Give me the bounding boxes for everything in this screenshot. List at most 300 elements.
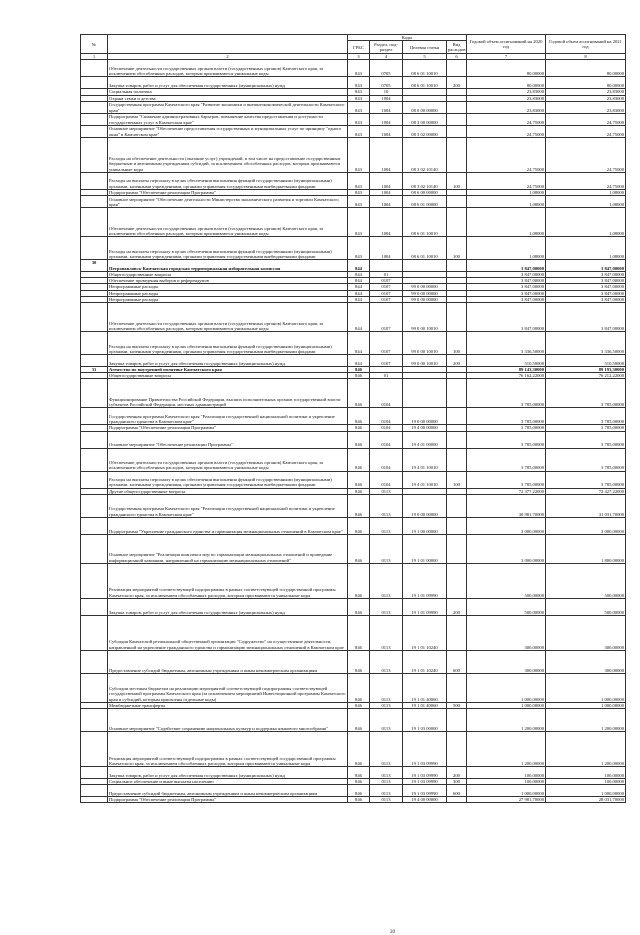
row-expense-type <box>447 208 467 237</box>
row-expense-type: 600 <box>447 785 467 797</box>
row-amount-2020: 3 000,00000 <box>467 517 546 534</box>
row-amount-2020: 76 162,22000 <box>467 373 546 379</box>
row-number <box>81 615 108 650</box>
row-target-article: 08 6 00 00000 <box>403 189 447 195</box>
row-section: 1004 <box>370 172 403 189</box>
row-grbs: 846 <box>348 488 370 494</box>
row-amount-2021: 3 847,00000 <box>546 303 626 332</box>
row-name: Расходы на выплаты персоналу в целях обеспечения выполнения функций государственными (муниципальными) органами, казенными учреждениями, органами управления государственными внебюджетными фондами <box>108 172 348 189</box>
column-index: 5 <box>403 54 447 60</box>
row-amount-2020: 23,83000 <box>467 89 546 95</box>
row-number <box>81 598 108 615</box>
row-expense-type <box>447 797 467 803</box>
row-number <box>81 534 108 563</box>
column-index: 2 <box>108 54 348 60</box>
row-number <box>81 137 108 172</box>
row-number <box>81 208 108 237</box>
row-target-article: 08 3 02 00000 <box>403 125 447 137</box>
table-body <box>81 60 626 803</box>
row-expense-type: 100 <box>447 237 467 260</box>
row-target-article: 99 0 00 10010 <box>403 303 447 332</box>
row-amount-2021: 510,50000 <box>546 355 626 367</box>
row-amount-2021: 72 427,22000 <box>546 488 626 494</box>
row-section: 0104 <box>370 379 403 408</box>
row-number <box>81 408 108 425</box>
row-target-article: 19 1 01 09990 <box>403 563 447 598</box>
table-row <box>81 137 626 172</box>
row-grbs: 846 <box>348 732 370 767</box>
table-row <box>81 260 626 272</box>
row-number <box>81 237 108 260</box>
table-row <box>81 673 626 702</box>
row-number <box>81 797 108 803</box>
row-number: 30 <box>81 260 108 272</box>
document-page <box>80 34 625 935</box>
row-name: Общегосударственные вопросы <box>108 272 348 278</box>
row-number <box>81 650 108 673</box>
row-amount-2021: 1 000,00000 <box>546 702 626 708</box>
row-name: Основное мероприятие "Содействие сохранению национальных культур и поддержка языкового многообразия" <box>108 709 348 732</box>
row-amount-2020: 3 785,00000 <box>467 379 546 408</box>
row-expense-type <box>447 431 467 448</box>
row-amount-2021: 3 785,00000 <box>546 425 626 431</box>
row-amount-2020: 1 000,00000 <box>467 673 546 702</box>
row-amount-2020: 80,00000 <box>467 60 546 77</box>
row-name: Охрана семьи и детства <box>108 95 348 101</box>
row-section: 0107 <box>370 303 403 332</box>
row-section: 0113 <box>370 673 403 702</box>
row-section: 0104 <box>370 425 403 431</box>
row-amount-2020: 23,83000 <box>467 101 546 113</box>
header-section: Раздел, под-раздел <box>370 41 403 54</box>
row-grbs: 846 <box>348 367 370 373</box>
column-index: 1 <box>81 54 108 60</box>
row-expense-type <box>447 125 467 137</box>
row-name: Непрограммные расходы <box>108 296 348 302</box>
row-expense-type: 200 <box>447 598 467 615</box>
row-name: Государственная программа Камчатского края "Развитие экономики и внешнеэкономической деятельности Камчатского края" <box>108 101 348 113</box>
row-expense-type <box>447 303 467 332</box>
table-row <box>81 303 626 332</box>
row-expense-type <box>447 137 467 172</box>
row-section <box>370 260 403 272</box>
row-amount-2020: 3 785,00000 <box>467 448 546 471</box>
row-grbs: 846 <box>348 598 370 615</box>
row-grbs: 844 <box>348 278 370 284</box>
row-number <box>81 101 108 113</box>
row-amount-2020: 1 200,00000 <box>467 732 546 767</box>
row-section: 0113 <box>370 767 403 779</box>
row-section: 1004 <box>370 137 403 172</box>
row-name: Реализация мероприятий соответствующей подпрограммы в рамках соответствующей государственной программы Камчатского края, за исключением обособленных расходов, которым присваиваются уникальные коды <box>108 732 348 767</box>
table-row <box>81 77 626 89</box>
row-target-article: 19 1 01 10240 <box>403 650 447 673</box>
row-grbs: 844 <box>348 272 370 278</box>
row-section: 0113 <box>370 615 403 650</box>
row-grbs: 846 <box>348 673 370 702</box>
row-section: 0107 <box>370 296 403 302</box>
row-amount-2020: 500,00000 <box>467 598 546 615</box>
row-amount-2020: 1 200,00000 <box>467 709 546 732</box>
row-amount-2020: 3 847,00000 <box>467 303 546 332</box>
table-row <box>81 732 626 767</box>
row-amount-2021: 31 031,70000 <box>546 494 626 517</box>
row-grbs: 846 <box>348 563 370 598</box>
table-row <box>81 237 626 260</box>
row-name: Обеспечение проведения выборов и референдумов <box>108 278 348 284</box>
row-target-article: 19 4 01 10010 <box>403 448 447 471</box>
row-target-article: 19 1 03 09990 <box>403 732 447 767</box>
row-name: Реализация мероприятий соответствующей подпрограммы в рамках соответствующей государственной программы Камчатского края, за исключением обособленных расходов, которым присваиваются уникальные коды <box>108 563 348 598</box>
row-amount-2020: 3 847,00000 <box>467 290 546 296</box>
row-number <box>81 767 108 779</box>
row-expense-type: 600 <box>447 650 467 673</box>
row-expense-type <box>447 448 467 471</box>
row-amount-2021: 500,00000 <box>546 563 626 598</box>
row-grbs: 843 <box>348 172 370 189</box>
row-grbs: 843 <box>348 196 370 208</box>
row-section: 0104 <box>370 431 403 448</box>
table-row <box>81 172 626 189</box>
row-amount-2020: 3 336,50000 <box>467 332 546 355</box>
row-number <box>81 785 108 797</box>
table-row <box>81 208 626 237</box>
row-target-article: 19 1 03 00000 <box>403 709 447 732</box>
row-number <box>81 125 108 137</box>
row-amount-2020: 1 000,00000 <box>467 785 546 797</box>
row-grbs: 846 <box>348 408 370 425</box>
row-name: Подпрограмма "Обеспечение реализации Программы" <box>108 797 348 803</box>
row-amount-2020: 24,75000 <box>467 125 546 137</box>
table-row <box>81 448 626 471</box>
row-expense-type: 200 <box>447 355 467 367</box>
row-amount-2021: 24,75000 <box>546 172 626 189</box>
row-grbs: 843 <box>348 237 370 260</box>
row-grbs: 846 <box>348 517 370 534</box>
column-index: 4 <box>370 54 403 60</box>
row-amount-2021: 23,83000 <box>546 89 626 95</box>
row-amount-2021: 80,00000 <box>546 60 626 77</box>
row-section: 0705 <box>370 77 403 89</box>
row-amount-2021: 100,00000 <box>546 767 626 779</box>
row-number <box>81 673 108 702</box>
row-expense-type <box>447 101 467 113</box>
table-row <box>81 125 626 137</box>
row-amount-2021: 1,08000 <box>546 208 626 237</box>
row-number <box>81 732 108 767</box>
row-expense-type: 200 <box>447 77 467 89</box>
row-target-article: 99 0 00 00000 <box>403 290 447 296</box>
row-amount-2020: 100,00000 <box>467 767 546 779</box>
row-target-article <box>403 260 447 272</box>
row-target-article: 19 1 03 09990 <box>403 779 447 785</box>
row-number <box>81 60 108 77</box>
row-name: Основное мероприятие "Реализация комплекса мер по гармонизации межнациональных отношений и проведение информационной кампании, направленной на гармонизацию межнациональных отношений" <box>108 534 348 563</box>
row-amount-2021: 24,75000 <box>546 125 626 137</box>
table-row <box>81 785 626 797</box>
table-row <box>81 797 626 803</box>
row-section: 1004 <box>370 237 403 260</box>
row-number <box>81 379 108 408</box>
row-number <box>81 494 108 517</box>
row-amount-2020: 3 785,00000 <box>467 471 546 488</box>
row-grbs: 846 <box>348 379 370 408</box>
row-target-article: 19 4 01 10010 <box>403 471 447 488</box>
row-amount-2021: 23,83000 <box>546 101 626 113</box>
row-target-article: 19 1 01 00000 <box>403 534 447 563</box>
row-section: 0113 <box>370 517 403 534</box>
header-vr: Вид расходов <box>448 42 466 53</box>
header-sum-2020: Годовой объем ассигнований на 2020 год <box>467 35 546 54</box>
row-amount-2020: 3 847,00000 <box>467 278 546 284</box>
row-number: 31 <box>81 367 108 373</box>
row-number <box>81 563 108 598</box>
row-name: Субсидии местным бюджетам на реализацию мероприятий соответствующей подпрограммы соответствующей государственной программы Камчатского края (за исключением мероприятий Инвестиционной программы Камчатского края и субсидий, которым присвоены отдельные коды) <box>108 673 348 702</box>
row-amount-2020: 24,75000 <box>467 172 546 189</box>
row-name: Расходы на выплаты персоналу в целях обеспечения выполнения функций государственными (муниципальными) органами, казенными учреждениями, органами управления государственными внебюджетными фондами <box>108 332 348 355</box>
row-expense-type: 100 <box>447 471 467 488</box>
row-name: Петропавловск-Камчатская городская территориальная избирательная комиссия <box>108 260 348 272</box>
row-section: 01 <box>370 272 403 278</box>
row-amount-2020: 27 981,70000 <box>467 797 546 803</box>
page-number: 20 <box>390 930 395 935</box>
table-row <box>81 431 626 448</box>
row-name: Расходы на выплаты персоналу в целях обеспечения выполнения функций государственными (муниципальными) органами, казенными учреждениями, органами управления государственными внебюджетными фондами <box>108 471 348 488</box>
table-row <box>81 60 626 77</box>
row-section: 0113 <box>370 797 403 803</box>
row-section: 0113 <box>370 779 403 785</box>
row-amount-2020: 3 847,00000 <box>467 284 546 290</box>
table-row <box>81 355 626 367</box>
row-amount-2021: 3 785,00000 <box>546 471 626 488</box>
row-target-article: 19 1 01 40060 <box>403 702 447 708</box>
row-amount-2020: 3 847,00000 <box>467 260 546 272</box>
row-amount-2020: 24,75000 <box>467 113 546 125</box>
row-amount-2020: 72 377,22000 <box>467 488 546 494</box>
row-name: Обеспечение деятельности государственных органов власти (государственных органов) Камчатского края, за исключением обособленных расходов, которым присваиваются уникальные коды <box>108 448 348 471</box>
row-target-article: 08 6 01 10010 <box>403 237 447 260</box>
row-expense-type: 100 <box>447 332 467 355</box>
row-target-article: 19 1 00 00000 <box>403 517 447 534</box>
table-row <box>81 113 626 125</box>
row-name: Расходы на выплаты персоналу в целях обеспечения выполнения функций государственными (муниципальными) органами, казенными учреждениями, органами управления государственными внебюджетными фондами <box>108 237 348 260</box>
row-amount-2021: 500,00000 <box>546 598 626 615</box>
row-section: 0104 <box>370 448 403 471</box>
row-name: Функционирование Правительства Российской Федерации, высших исполнительных органов государственной власти субъектов Российской Федерации, местных администраций <box>108 379 348 408</box>
row-grbs: 843 <box>348 89 370 95</box>
row-grbs: 846 <box>348 779 370 785</box>
row-section: 1004 <box>370 101 403 113</box>
table-header <box>81 35 626 60</box>
row-grbs: 843 <box>348 101 370 113</box>
row-amount-2021: 3 847,00000 <box>546 284 626 290</box>
row-amount-2021: 1,08000 <box>546 237 626 260</box>
row-section: 0113 <box>370 709 403 732</box>
row-target-article: 19 1 03 09990 <box>403 785 447 797</box>
row-target-article: 08 6 01 10010 <box>403 60 447 77</box>
row-grbs: 846 <box>348 797 370 803</box>
row-grbs: 843 <box>348 208 370 237</box>
row-expense-type <box>447 494 467 517</box>
row-expense-type <box>447 60 467 77</box>
row-name: Основное мероприятие "Обеспечение реализации Программы" <box>108 431 348 448</box>
row-grbs: 846 <box>348 615 370 650</box>
row-amount-2021: 1 200,00000 <box>546 732 626 767</box>
row-target-article: 08 6 01 00000 <box>403 196 447 208</box>
row-name: Закупка товаров, работ и услуг для обеспечения государственных (муниципальных) нужд <box>108 77 348 89</box>
row-target-article: 19 0 00 00000 <box>403 408 447 425</box>
row-section: 0107 <box>370 355 403 367</box>
table-row <box>81 101 626 113</box>
row-amount-2021: 1 000,00000 <box>546 673 626 702</box>
row-target-article: 19 1 01 10240 <box>403 615 447 650</box>
row-section: 0107 <box>370 290 403 296</box>
row-amount-2020: 1,08000 <box>467 208 546 237</box>
header-name <box>108 35 348 54</box>
row-grbs: 843 <box>348 189 370 195</box>
row-amount-2020: 1 000,00000 <box>467 702 546 708</box>
row-grbs: 844 <box>348 355 370 367</box>
row-expense-type <box>447 673 467 702</box>
row-amount-2021: 3 847,00000 <box>546 290 626 296</box>
row-name: Подпрограмма "Укрепление гражданского единства и гармонизация межнациональных отношений в Камчатском крае" <box>108 517 348 534</box>
row-expense-type <box>447 563 467 598</box>
row-section: 1004 <box>370 95 403 101</box>
row-amount-2020: 3 000,00000 <box>467 534 546 563</box>
row-grbs: 846 <box>348 702 370 708</box>
header-codes: Коды <box>348 35 467 41</box>
row-name: Подпрограмма "Обеспечение реализации Программы" <box>108 425 348 431</box>
row-section: 0113 <box>370 598 403 615</box>
row-grbs: 846 <box>348 650 370 673</box>
table-row <box>81 408 626 425</box>
row-grbs: 846 <box>348 534 370 563</box>
row-expense-type <box>447 709 467 732</box>
row-amount-2021: 100,00000 <box>546 779 626 785</box>
row-expense-type: 200 <box>447 767 467 779</box>
row-target-article: 08 6 01 10010 <box>403 77 447 89</box>
row-target-article: 19 1 01 09990 <box>403 598 447 615</box>
table-row <box>81 379 626 408</box>
row-amount-2020: 300,00000 <box>467 615 546 650</box>
row-amount-2021: 300,00000 <box>546 650 626 673</box>
row-grbs: 846 <box>348 767 370 779</box>
row-amount-2021: 76 212,22000 <box>546 373 626 379</box>
table-row <box>81 767 626 779</box>
row-name: Обеспечение деятельности государственных органов власти (государственных органов) Камчатского края, за исключением обособленных расходов, которым присваиваются уникальные коды <box>108 303 348 332</box>
row-name: Расходы на обеспечение деятельности (оказание услуг) учреждений, в том числе на предоставление государственным бюджетным и автономным учреждениям субсидий, за исключением обособленных расходов, которым присваиваются уникальные коды <box>108 137 348 172</box>
row-name: Общегосударственные вопросы <box>108 373 348 379</box>
row-target-article: 08 3 02 10140 <box>403 137 447 172</box>
row-name: Государственная программа Камчатского края "Реализация государственной национальной политики и укрепление гражданского единства в Камчатском крае" <box>108 408 348 425</box>
row-amount-2020: 100,00000 <box>467 779 546 785</box>
row-expense-type: 100 <box>447 172 467 189</box>
row-grbs: 844 <box>348 290 370 296</box>
row-name: Агентство по внутренней политике Камчатского края <box>108 367 348 373</box>
row-amount-2021: 3 847,00000 <box>546 278 626 284</box>
row-section: 1004 <box>370 208 403 237</box>
row-expense-type <box>447 732 467 767</box>
row-name: Закупка товаров, работ и услуг для обеспечения государственных (муниципальных) нужд <box>108 355 348 367</box>
row-amount-2021: 23,83000 <box>546 95 626 101</box>
row-section: 0113 <box>370 732 403 767</box>
row-grbs: 843 <box>348 77 370 89</box>
row-target-article: 19 0 00 00000 <box>403 494 447 517</box>
row-name: Социальное обеспечение и иные выплаты населению <box>108 779 348 785</box>
row-section: 1004 <box>370 113 403 125</box>
row-amount-2021: 3 785,00000 <box>546 448 626 471</box>
row-amount-2021: 1 800,00000 <box>546 534 626 563</box>
table-row <box>81 332 626 355</box>
row-grbs: 843 <box>348 95 370 101</box>
row-expense-type <box>447 408 467 425</box>
row-amount-2020: 3 847,00000 <box>467 296 546 302</box>
row-amount-2020: 510,50000 <box>467 355 546 367</box>
row-grbs: 844 <box>348 284 370 290</box>
row-name: Непрограммные расходы <box>108 290 348 296</box>
row-number <box>81 303 108 332</box>
row-grbs: 846 <box>348 709 370 732</box>
row-target-article: 08 3 02 10140 <box>403 172 447 189</box>
column-index: 3 <box>348 54 370 60</box>
row-amount-2021: 3 785,00000 <box>546 431 626 448</box>
row-grbs: 846 <box>348 431 370 448</box>
row-number <box>81 448 108 471</box>
row-target-article: 99 0 00 10010 <box>403 355 447 367</box>
table-row <box>81 615 626 650</box>
row-name: Обеспечение деятельности государственных органов власти (государственных органов) Камчатского края, за исключением обособленных расходов, которым присваиваются уникальные коды <box>108 60 348 77</box>
row-grbs: 844 <box>348 332 370 355</box>
row-section: 0113 <box>370 563 403 598</box>
row-target-article: 08 6 01 10010 <box>403 208 447 237</box>
row-name: Субсидия Камчатской региональной общественной организации "Содружество" на осуществление деятельности, направленной на укрепление гражданского единства и гармонизацию межнациональных отношений в Камчатском крае <box>108 615 348 650</box>
row-section: 1004 <box>370 196 403 208</box>
row-amount-2020: 500,00000 <box>467 563 546 598</box>
row-expense-type <box>447 379 467 408</box>
row-name: Закупка товаров, работ и услуг для обеспечения государственных (муниципальных) нужд <box>108 767 348 779</box>
row-amount-2020: 1,08000 <box>467 189 546 195</box>
row-section: 0113 <box>370 785 403 797</box>
table-row <box>81 563 626 598</box>
row-number <box>81 471 108 488</box>
row-section: 0705 <box>370 60 403 77</box>
row-section: 1004 <box>370 125 403 137</box>
row-grbs: 843 <box>348 125 370 137</box>
header-num: № <box>81 35 108 54</box>
header-sum-2021: Годовой объем ассигнований на 2021 год <box>546 35 626 54</box>
row-target-article: 19 4 01 00000 <box>403 431 447 448</box>
budget-table <box>80 34 626 803</box>
column-index: 8 <box>546 54 626 60</box>
row-amount-2021: 1,08000 <box>546 196 626 208</box>
row-amount-2021: 300,00000 <box>546 615 626 650</box>
row-name: Основное мероприятие "Обеспечение деятельности Министерства экономического развития и торговли Камчатского края" <box>108 196 348 208</box>
row-amount-2021: 3 847,00000 <box>546 296 626 302</box>
table-row <box>81 471 626 488</box>
row-section: 0107 <box>370 278 403 284</box>
header-grbs: ГРБС <box>348 41 370 54</box>
row-target-article: 08 0 00 00000 <box>403 101 447 113</box>
row-name: Основное мероприятие "Обеспечение предоставления государственных и муниципальных услуг по принципу "одного окна" в Камчатском крае" <box>108 125 348 137</box>
row-number <box>81 196 108 208</box>
row-amount-2020: 89 143,30000 <box>467 367 546 373</box>
row-target-article: 19 1 01 40060 <box>403 673 447 702</box>
header-csr: Целевая статья <box>403 41 447 54</box>
row-amount-2021: 80,00000 <box>546 77 626 89</box>
row-expense-type <box>447 517 467 534</box>
row-name: Другие общегосударственные вопросы <box>108 488 348 494</box>
row-expense-type <box>447 615 467 650</box>
